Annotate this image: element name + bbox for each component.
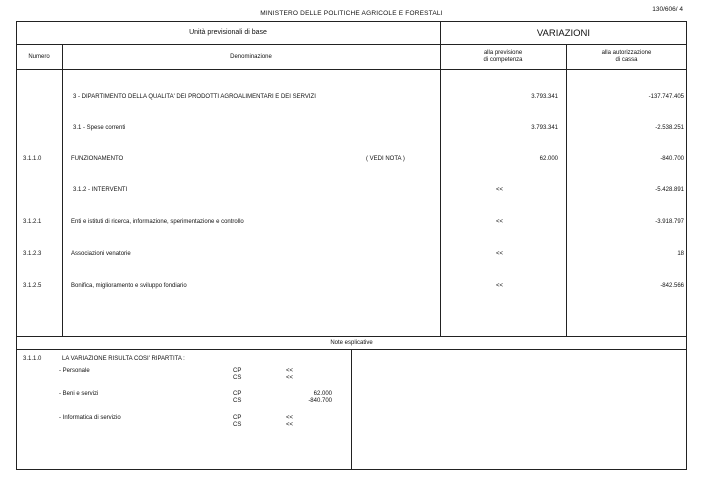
table-row-autorizzazione: -137.747.405 [648, 94, 684, 100]
note-item-label: - Beni e servizi [59, 391, 99, 397]
table-row-previsione: << [496, 251, 504, 257]
table-row-previsione: << [496, 219, 504, 225]
header-divider [16, 44, 687, 45]
table-row-autorizzazione: -2.538.251 [655, 125, 684, 131]
column-header-divider [16, 69, 687, 70]
note-item-cs-value: << [286, 375, 294, 381]
table-row-denominazione: Enti e istituti di ricerca, informazione, sperimentazione e controllo [71, 219, 244, 225]
note-item-cp-value: << [286, 415, 294, 421]
table-row-autorizzazione: -840.700 [660, 156, 684, 162]
note-item-cp-label: CP [233, 368, 242, 374]
notes-header: Note esplicative [330, 340, 373, 346]
note-item-cs-label: CS [233, 398, 242, 404]
col-header-numero: Numero [28, 54, 50, 60]
table-row-numero: 3.1.2.3 [23, 251, 42, 257]
notes-col-sep [351, 349, 352, 470]
col-sep-cassa [566, 44, 567, 336]
table-row-denominazione: 3 - DIPARTIMENTO DELLA QUALITA' DEI PRODOTTI AGROALIMENTARI E DEI SERVIZI [73, 94, 316, 100]
table-row-numero: 3.1.2.1 [23, 219, 42, 225]
table-row-denominazione: Bonifica, miglioramento e sviluppo fondiario [71, 283, 187, 289]
note-item-cp-label: CP [233, 391, 242, 397]
table-row-denominazione: 3.1 - Spese correnti [73, 125, 126, 131]
table-row-previsione: << [496, 187, 504, 193]
table-row-numero: 3.1.2.5 [23, 283, 42, 289]
note-item-cp-value: 62.000 [313, 391, 332, 397]
notes-code: 3.1.1.0 [23, 356, 42, 362]
ministry-title: MINISTERO DELLE POLITICHE AGRICOLE E FORESTALI [260, 10, 443, 17]
table-row-previsione: << [496, 283, 504, 289]
table-row-nota: ( VEDI NOTA ) [366, 156, 405, 162]
table-row-autorizzazione: -842.566 [660, 283, 684, 289]
col-header-denominazione: Denominazione [230, 54, 272, 60]
table-row-denominazione: 3.1.2 - INTERVENTI [73, 187, 128, 193]
col-sep-numero [62, 44, 63, 336]
table-bottom-divider [16, 336, 687, 337]
col-header-autorizzazione: alla autorizzazione di cassa [601, 50, 652, 63]
table-row-numero: 3.1.1.0 [23, 156, 42, 162]
header-variazioni: VARIAZIONI [536, 28, 591, 39]
note-item-cs-label: CS [233, 375, 242, 381]
note-item-cp-value: << [286, 368, 294, 374]
note-item-cs-value: << [286, 422, 294, 428]
note-item-cs-label: CS [233, 422, 242, 428]
note-item-label: - Personale [59, 368, 90, 374]
col-header-previsione: alla previsione di competenza [483, 50, 523, 63]
table-row-previsione: 3.793.341 [531, 125, 558, 131]
page-reference: 130/606/ 4 [652, 6, 683, 13]
table-row-autorizzazione: -5.428.891 [655, 187, 684, 193]
table-row-denominazione: Associazioni venatorie [71, 251, 131, 257]
note-item-cp-label: CP [233, 415, 242, 421]
header-unita-previsionali: Unità previsionali di base [189, 29, 267, 36]
note-item-cs-value: -840.700 [308, 398, 332, 404]
table-row-autorizzazione: 18 [677, 251, 684, 257]
table-row-autorizzazione: -3.918.797 [655, 219, 684, 225]
col-sep-variazioni [440, 21, 441, 336]
table-row-previsione: 62.000 [539, 156, 558, 162]
note-item-label: - Informatica di servizio [59, 415, 121, 421]
table-row-previsione: 3.793.341 [531, 94, 558, 100]
table-row-denominazione: FUNZIONAMENTO [71, 156, 124, 162]
notes-intro: LA VARIAZIONE RISULTA COSI' RIPARTITA : [62, 356, 185, 362]
